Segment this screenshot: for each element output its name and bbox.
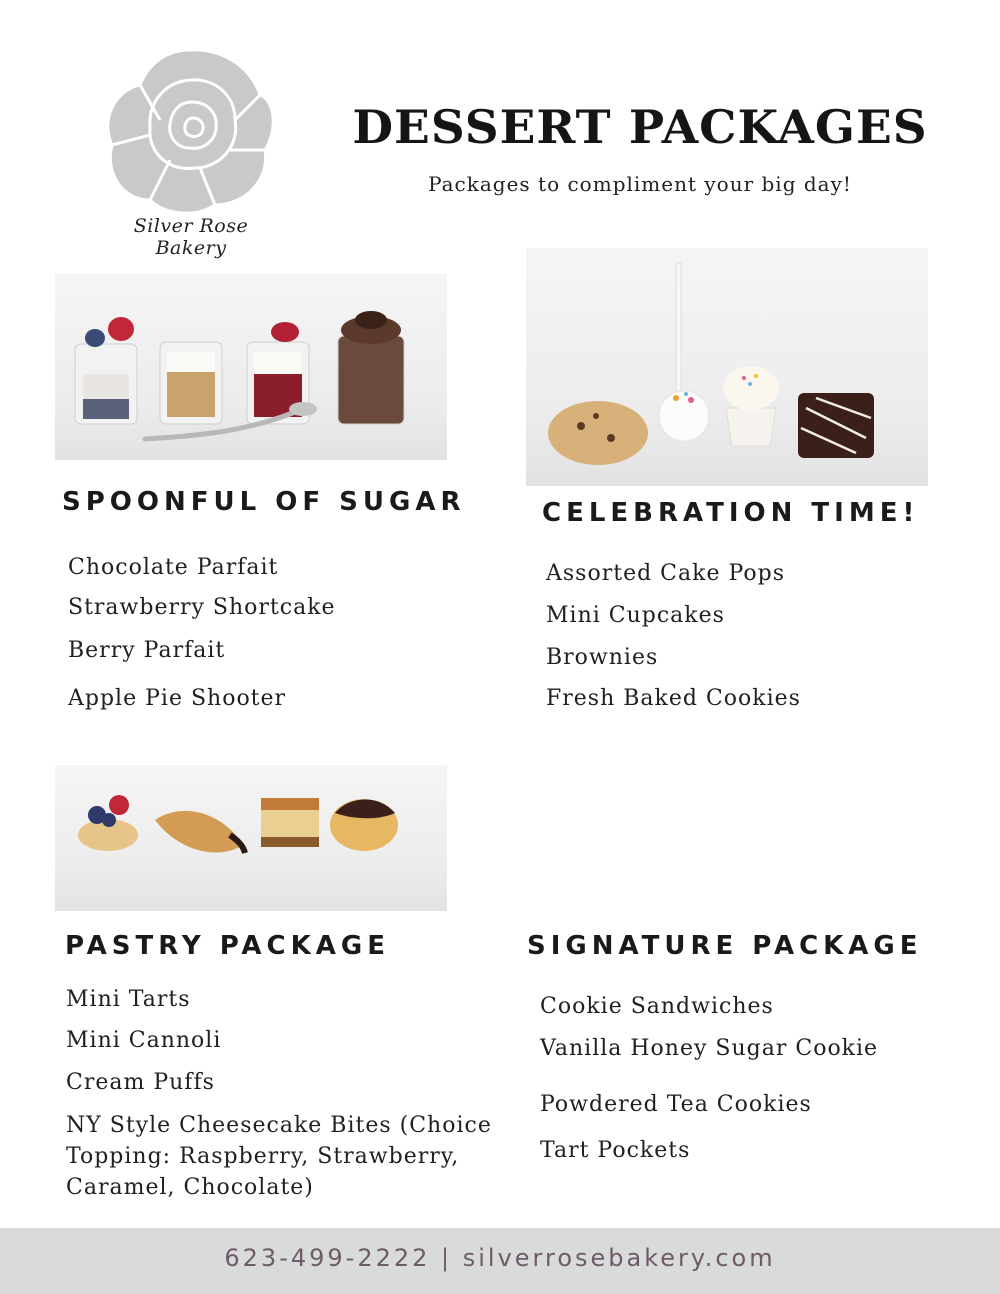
list-item: Apple Pie Shooter [68, 686, 287, 711]
section-title-celebration-time: CELEBRATION TIME! [542, 498, 920, 528]
list-item: Brownies [546, 645, 659, 670]
page-subtitle: Packages to compliment your big day! [428, 172, 852, 196]
list-item: Cookie Sandwiches [540, 994, 774, 1019]
list-item: Mini Cupcakes [546, 603, 725, 628]
list-item: Tart Pockets [540, 1138, 691, 1163]
logo-wordmark: Silver Rose Bakery [133, 215, 249, 259]
list-item: Mini Cannoli [66, 1028, 222, 1053]
list-item: Berry Parfait [68, 638, 226, 663]
pastry-assortment-image [55, 765, 447, 911]
list-item: Chocolate Parfait [68, 555, 279, 580]
list-item: Assorted Cake Pops [546, 561, 785, 586]
list-item: Strawberry Shortcake [68, 595, 336, 620]
list-item: Vanilla Honey Sugar Cookie [540, 1036, 879, 1061]
parfait-cups-image [55, 274, 447, 460]
cake-pops-cupcake-cookie-image [526, 248, 928, 486]
list-item: Mini Tarts [66, 987, 191, 1012]
footer-contact: 623-499-2222 | silverrosebakery.com [224, 1244, 776, 1272]
list-item: Fresh Baked Cookies [546, 686, 801, 711]
list-item: Powdered Tea Cookies [540, 1092, 812, 1117]
section-title-pastry-package: PASTRY PACKAGE [65, 931, 390, 961]
list-item: NY Style Cheesecake Bites (Choice Topping: Raspberry, Strawberry, Caramel, Chocolate) [66, 1113, 492, 1200]
page-title: DESSERT PACKAGES [352, 100, 928, 154]
list-item: Cream Puffs [66, 1070, 215, 1095]
section-title-spoonful-of-sugar: SPOONFUL OF SUGAR [62, 487, 466, 517]
section-title-signature-package: SIGNATURE PACKAGE [527, 931, 923, 961]
